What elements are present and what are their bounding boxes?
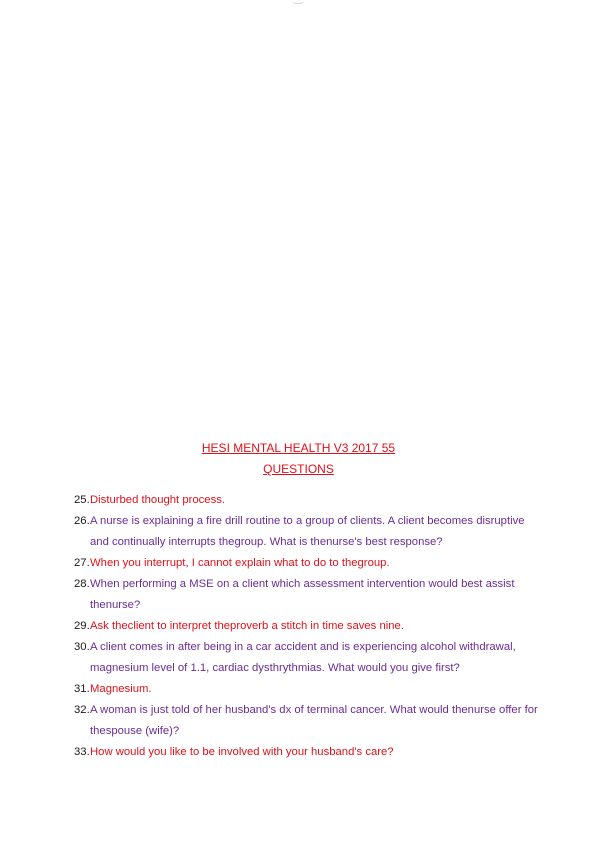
item-number: 28. <box>74 578 90 590</box>
item-number: 31. <box>74 683 90 695</box>
answer-text: Disturbed thought process. <box>90 494 226 506</box>
list-item <box>74 574 544 616</box>
question-text: A client comes in after being in a car accident and is experiencing alcohol withdrawal, magnesium level of 1.1, cardiac dysthrythmias. What would you give first? <box>90 641 516 674</box>
item-number: 32. <box>74 704 90 716</box>
list-item <box>74 616 544 637</box>
list-item <box>74 490 544 511</box>
document-title-line2: QUESTIONS <box>263 462 334 476</box>
answer-text: Magnesium. <box>90 683 152 695</box>
question-text: A woman is just told of her husband's dx of terminal cancer. What would thenurse offer for thespouse (wife)? <box>90 704 538 737</box>
question-text: When performing a MSE on a client which assessment intervention would best assist thenurse? <box>90 578 515 611</box>
answer-text: When you interrupt, I cannot explain what to do to thegroup. <box>90 557 390 569</box>
page-top-mark <box>292 0 304 4</box>
list-item <box>74 637 544 679</box>
item-number: 30. <box>74 641 90 653</box>
list-item <box>74 700 544 742</box>
item-number: 26. <box>74 515 90 527</box>
question-list <box>74 490 544 763</box>
item-number: 33. <box>74 746 90 758</box>
answer-text: Ask theclient to interpret theproverb a stitch in time saves nine. <box>90 620 404 632</box>
question-text: A nurse is explaining a fire drill routine to a group of clients. A client becomes disruptive and continually interrupts thegroup. What is thenurse's best response? <box>90 515 525 548</box>
list-item <box>74 553 544 574</box>
item-number: 27. <box>74 557 90 569</box>
answer-text: How would you like to be involved with your husband's care? <box>90 746 394 758</box>
item-number: 25. <box>74 494 90 506</box>
list-item <box>74 511 544 553</box>
list-item <box>74 742 544 763</box>
document-title-line1: HESI MENTAL HEALTH V3 2017 55 <box>201 441 396 455</box>
list-item <box>74 679 544 700</box>
item-number: 29. <box>74 620 90 632</box>
